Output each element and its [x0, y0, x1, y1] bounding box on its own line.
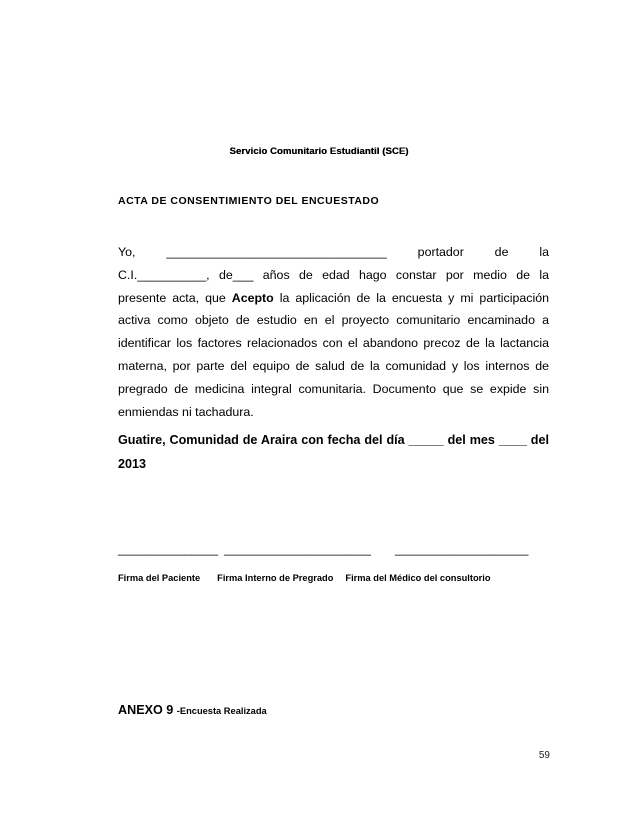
consent-de: de [494, 245, 509, 259]
signature-line-doctor: ____________________ [394, 542, 529, 556]
consent-accept-word: Acepto [231, 290, 274, 305]
place-date-block [118, 428, 549, 476]
consent-portador: portador [417, 245, 464, 259]
name-blank: ________________________________ [166, 245, 387, 259]
signature-label-patient: Firma del Paciente [118, 573, 201, 583]
signature-line-intern: ______________________ [224, 542, 371, 556]
consent-line-1 [118, 241, 549, 264]
consent-line-3-a: presente acta, que [118, 290, 226, 305]
consent-line-3-b: la aplicación de la encuesta y mi participación [279, 290, 549, 305]
annex-title: ANEXO 9 [118, 703, 174, 717]
consent-yo: Yo, [118, 245, 136, 259]
signature-label-doctor: Firma del Médico del consultorio [345, 573, 491, 583]
annex-subtitle: -Encuesta Realizada [176, 706, 267, 716]
consent-line-3 [118, 287, 549, 310]
consent-line-4: activa como objeto de estudio en el proyecto comunitario encaminado a [118, 313, 549, 328]
consent-line-2: C.I.__________, de___ años de edad hago constar por medio de la [118, 267, 549, 282]
act-title: ACTA DE CONSENTIMIENTO DEL ENCUESTADO [118, 195, 380, 207]
place-line-2: 2013 [118, 457, 147, 471]
page-number: 59 [538, 750, 550, 761]
consent-la: la [539, 245, 549, 259]
page-header: Servicio Comunitario Estudiantil (SCE) [229, 146, 409, 157]
consent-line-7: pregrado de medicina integral comunitaria. Documento que se expide sin [118, 381, 549, 396]
signature-line-patient: _______________ [118, 542, 219, 556]
annex-heading [118, 703, 267, 717]
signature-label-intern: Firma Interno de Pregrado [217, 573, 334, 583]
consent-line-6: materna, por parte del equipo de salud de la comunidad y los internos de [118, 358, 549, 373]
signature-lines [118, 542, 549, 556]
consent-paragraph [118, 241, 549, 423]
place-line-1: Guatire, Comunidad de Araira con fecha del día _____ del mes ____ del [118, 433, 549, 447]
consent-line-8: enmiendas ni tachadura. [118, 404, 254, 419]
consent-line-5: identificar los factores relacionados con el abandono precoz de la lactancia [118, 336, 549, 351]
signature-labels [118, 573, 558, 583]
